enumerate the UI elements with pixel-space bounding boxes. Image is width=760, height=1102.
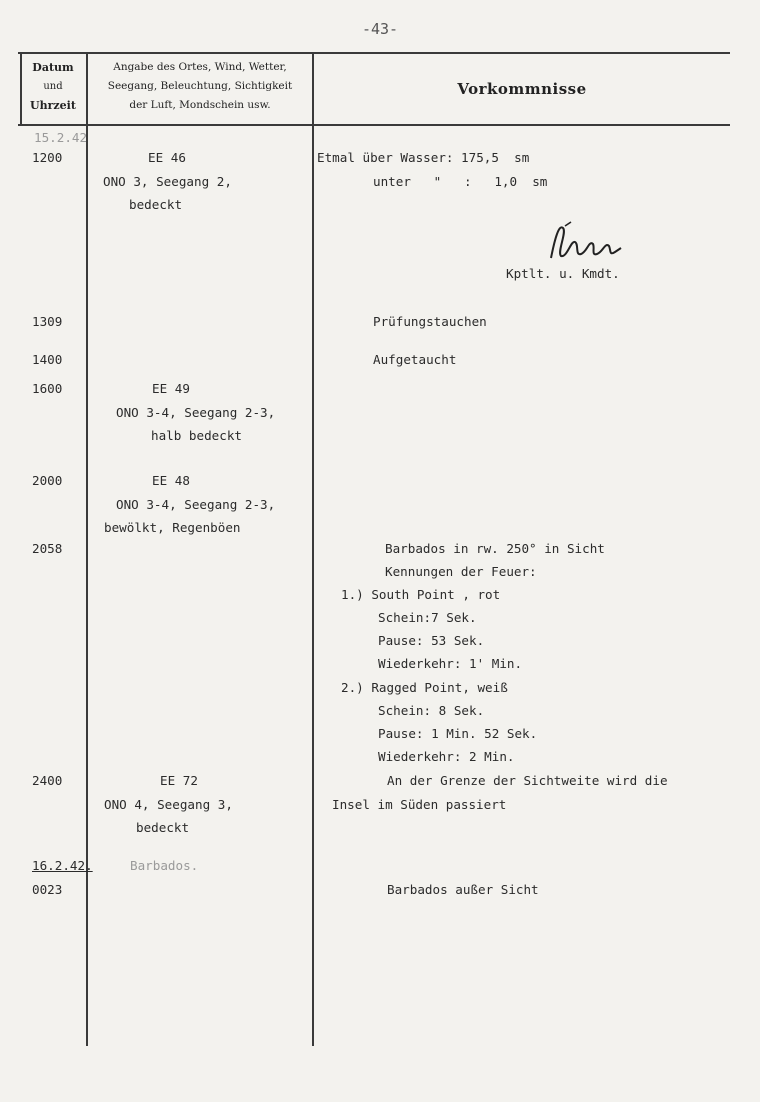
weather-1200-line2: bedeckt	[129, 197, 183, 212]
event-1400: Aufgetaucht	[373, 352, 457, 367]
time-1600: 1600	[32, 381, 63, 396]
event-1309: Prüfungstauchen	[373, 314, 487, 329]
event-2400-line2: Insel im Süden passiert	[332, 797, 507, 812]
weather-2400-line2: bedeckt	[136, 820, 190, 835]
weather-2400-line1: ONO 4, Seegang 3,	[104, 797, 233, 812]
event-2058-line7: 2.) Ragged Point, weiß	[341, 680, 508, 695]
time-1309: 1309	[32, 314, 63, 329]
date-16-2-42: 16.2.42.	[32, 858, 93, 873]
event-2400-line1: An der Grenze der Sichtweite wird die	[387, 773, 668, 788]
event-2058-line6: Wiederkehr: 1' Min.	[378, 656, 523, 671]
time-2058: 2058	[32, 541, 63, 556]
time-1200: 1200	[32, 150, 63, 165]
header-angabe: Angabe des Ortes, Wind, Wetter, Seegang, Beleuchtung, Sichtigkeit der Luft, Mondschein usw.	[107, 61, 293, 111]
event-2058-line8: Schein: 8 Sek.	[378, 703, 485, 718]
event-2058-line4: Schein:7 Sek.	[378, 610, 477, 625]
weather-2000-line2: bewölkt, Regenböen	[104, 520, 241, 535]
header-bottom-rule	[18, 124, 730, 126]
etmal-line2: unter " : 1,0 sm	[373, 174, 548, 189]
event-2058-line1: Barbados in rw. 250° in Sicht	[385, 541, 605, 556]
weather-1600-line2: halb bedeckt	[151, 428, 242, 443]
column-divider-2	[312, 54, 314, 1046]
weather-1600-line1: ONO 3-4, Seegang 2-3,	[116, 405, 276, 420]
event-2058-line3: 1.) South Point , rot	[341, 587, 501, 602]
time-2000: 2000	[32, 473, 63, 488]
event-0023: Barbados außer Sicht	[387, 882, 539, 897]
header-datum: Datum und Uhrzeit	[30, 61, 76, 112]
column-divider-1	[86, 54, 88, 1046]
table-top-rule	[18, 52, 730, 54]
position-1600: EE 49	[152, 381, 190, 396]
position-2400: EE 72	[160, 773, 198, 788]
weather-1200-line1: ONO 3, Seegang 2,	[103, 174, 232, 189]
weather-2000-line1: ONO 3-4, Seegang 2-3,	[116, 497, 276, 512]
time-1400: 1400	[32, 352, 63, 367]
date-note-barbados: Barbados.	[130, 858, 199, 873]
page-number: -43-	[361, 20, 399, 38]
event-2058-line5: Pause: 53 Sek.	[378, 633, 485, 648]
event-2058-line9: Pause: 1 Min. 52 Sek.	[378, 726, 538, 741]
position-1200: EE 46	[148, 150, 186, 165]
event-2058-line10: Wiederkehr: 2 Min.	[378, 749, 515, 764]
commander-signature	[545, 218, 625, 266]
position-2000: EE 48	[152, 473, 190, 488]
time-0023: 0023	[32, 882, 63, 897]
header-vorkommnisse: Vorkommnisse	[457, 80, 587, 98]
time-2400: 2400	[32, 773, 63, 788]
etmal-line1: Etmal über Wasser: 175,5 sm	[317, 150, 530, 165]
event-2058-line2: Kennungen der Feuer:	[385, 564, 537, 579]
date-15-2-42: 15.2.42	[34, 130, 88, 145]
signature-title: Kptlt. u. Kmdt.	[506, 266, 620, 281]
